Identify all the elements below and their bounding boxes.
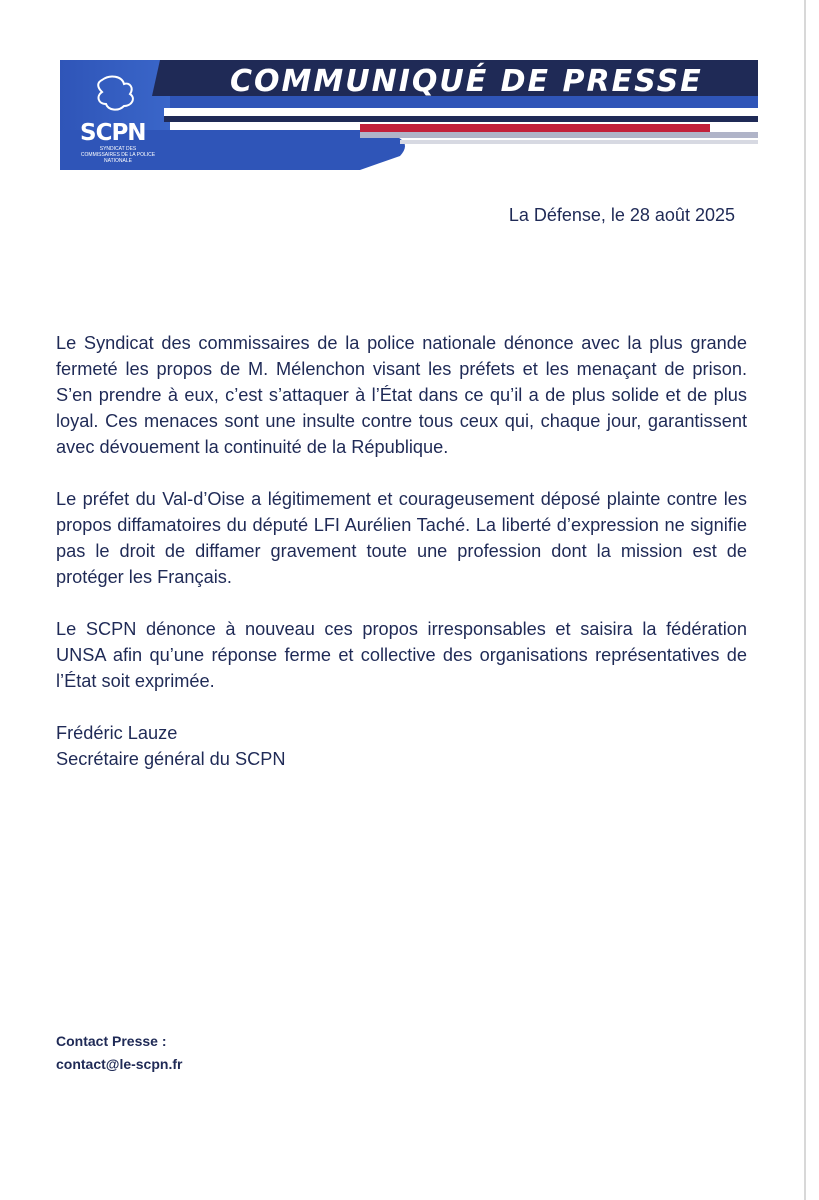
contact-label: Contact Presse : — [56, 1033, 167, 1049]
red-stripe — [360, 124, 710, 132]
logo-acronym: SCPN — [80, 120, 146, 146]
signature-role: Secrétaire général du SCPN — [56, 749, 286, 769]
banner-title: COMMUNIQUÉ DE PRESSE — [230, 64, 703, 99]
logo-subtitle: SYNDICAT DES COMMISSAIRES DE LA POLICE NATIONALE — [80, 146, 156, 164]
paragraph-3: Le SCPN dénonce à nouveau ces propos irresponsables et saisira la fédération UNSA afin qu’une réponse ferme et collective des organisations représentatives de l’État soit exprimée. — [56, 619, 747, 691]
press-release-banner — [60, 60, 760, 170]
date-line: La Défense, le 28 août 2025 — [508, 205, 735, 225]
press-contact — [56, 1030, 182, 1076]
signature-name: Frédéric Lauze — [56, 723, 178, 743]
paragraph-1: Le Syndicat des commissaires de la police nationale dénonce avec la plus grande fermeté les propos de M. Mélenchon visant les préfets et les menaçant de prison. S’en prendre à eux, c’est s’attaquer à l’État dans ce qu’il a de plus solide et de plus loyal. Ces menaces sont une insulte contre tous ceux qui, chaque jour, garantissent avec dévouement la continuité de la République. — [56, 333, 747, 457]
navy-stripe — [164, 116, 758, 122]
contact-email[interactable]: contact@le-scpn.fr — [56, 1056, 183, 1072]
press-release-body — [56, 330, 747, 772]
paragraph-2: Le préfet du Val-d’Oise a légitimement et courageusement déposé plainte contre les propos diffamatoires du député LFI Aurélien Taché. La liberté d’expression ne signifie pas le droit de diffamer gravement toute une profession dont la mission est de protéger les Français. — [56, 489, 747, 587]
